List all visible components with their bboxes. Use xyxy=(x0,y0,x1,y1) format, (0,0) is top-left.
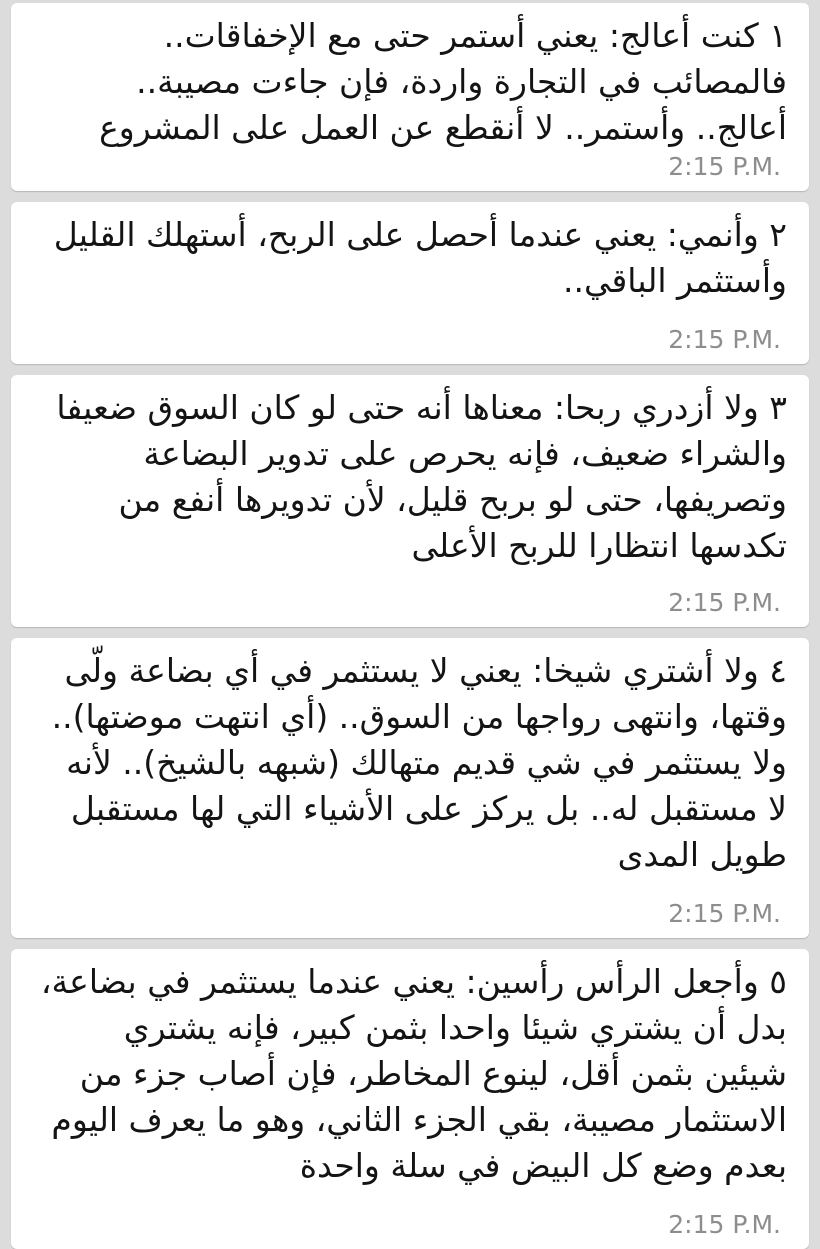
message-timestamp: 2:15 P.M. xyxy=(668,1210,781,1239)
message-bubble[interactable] xyxy=(11,3,809,191)
message-timestamp: 2:15 P.M. xyxy=(668,152,781,181)
message-text: ٤ ولا أشتري شيخا: يعني لا يستثمر في أي بضاعة ولّى وقتها، وانتهى رواجها من السوق.. (أي انتهت موضتها).. ولا يستثمر في شي قديم متهالك (شبهه بالشيخ).. لأنه لا مستقبل له.. بل يركز على الأشياء التي لها مستقبل طويل المدى xyxy=(51,651,787,874)
message-text: ٣ ولا أزدري ربحا: معناها أنه حتى لو كان السوق ضعيفا والشراء ضعيف، فإنه يحرص على تدوير البضاعة وتصريفها، حتى لو بربح قليل، لأن تدويرها أنفع من تكدسها انتظارا للربح الأعلى xyxy=(56,388,787,565)
message-timestamp: 2:15 P.M. xyxy=(668,325,781,354)
message-text: ٥ وأجعل الرأس رأسين: يعني عندما يستثمر في بضاعة، بدل أن يشتري شيئا واحدا بثمن كبير، فإنه يشتري شيئين بثمن أقل، لينوع المخاطر، فإن أصاب جزء من الاستثمار مصيبة، بقي الجزء الثاني، وهو ما يعرف اليوم بعدم وضع كل البيض في سلة واحدة xyxy=(40,962,787,1185)
message-bubble[interactable] xyxy=(11,638,809,938)
message-timestamp: 2:15 P.M. xyxy=(668,588,781,617)
message-bubble[interactable] xyxy=(11,375,809,627)
message-timestamp: 2:15 P.M. xyxy=(668,899,781,928)
message-text: ٢ وأنمي: يعني عندما أحصل على الربح، أستهلك القليل وأستثمر الباقي.. xyxy=(53,215,787,300)
message-text: ١ كنت أعالج: يعني أستمر حتى مع الإخفاقات.. فالمصائب في التجارة واردة، فإن جاءت مصيبة.. أعالج.. وأستمر.. لا أنقطع عن العمل على المشروع xyxy=(99,16,787,147)
message-bubble[interactable] xyxy=(11,202,809,364)
message-bubble[interactable] xyxy=(11,949,809,1249)
